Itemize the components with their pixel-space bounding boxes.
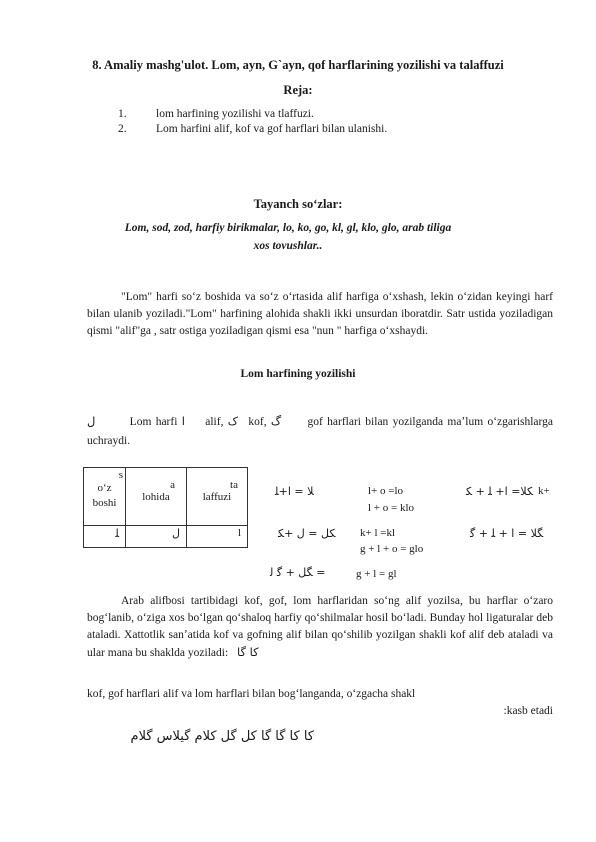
formula-latin-3: k+ l =kl [360, 527, 396, 539]
formula-arabic-2: ﻜﻼ= ا+ ﻠ + ﻜ [466, 485, 534, 498]
gaf-letter: گ [270, 414, 282, 428]
arabic-examples-line: کا کا گا گا کل گل کلام گیلاس گلام [130, 729, 314, 744]
keywords-text: Lom, sod, zod, harfiy birikmalar, lo, ko, go, kl, gl, klo, glo, arab tiliga xos tovushlar.. [124, 222, 452, 252]
formula-latin-5: g + l = gl [356, 568, 397, 580]
table-header-cell [187, 468, 248, 526]
table-header-cell [126, 468, 187, 526]
section-subtitle: Lom harfining yozilishi [240, 368, 356, 380]
formula-arabic-5: ﮕﻞ + ﮔ ﻟ = [270, 566, 326, 579]
plan-item [118, 108, 314, 120]
plan-item-number: 2. [118, 123, 127, 135]
lom-text: Lom harfi [129, 416, 178, 428]
kof-text: kof, [248, 416, 267, 428]
keywords-heading: Tayanch soʻzlar: [253, 197, 343, 211]
lom-forms-table [83, 467, 248, 548]
formula-latin-1: l+ o =lo [368, 485, 404, 497]
table-cell: l [187, 526, 248, 548]
kaf-letter: ک [227, 414, 239, 428]
table-cell: ل [126, 526, 187, 548]
table-header-top: ta [230, 479, 238, 491]
plan-heading: Reja: [283, 83, 313, 97]
plan-item-text: lom harfining yozilishi va tlaffuzi. [156, 108, 314, 120]
formula-arabic-4: ﮕﻼ = ا + ﻠ + ﮔ [470, 527, 544, 540]
table-header-bottom: laffuzi [202, 491, 232, 503]
table-header-cell [84, 468, 126, 526]
lam-letter: ل [87, 414, 96, 428]
formula-latin-1b: l + o = klo [368, 502, 415, 514]
table-header-bottom: oʻz boshi [92, 482, 117, 509]
table-header-bottom: lohida [142, 491, 170, 503]
formula-latin-3b: g + l + o = glo [360, 543, 424, 555]
ligature-example-arabic: کا گا [237, 645, 259, 659]
ligature-paragraph-text: Arab alifbosi tartibidagi kof, gof, lom harflaridan soʻng alif yozilsa, bu harflar oʻzaro bogʻlanib, oʻziga xos boʻlgan qoʻshaloq harfiy qoʻshilmalar hosil boʻladi. Bunday hol ligaturalar deb ataladi. Xattotlik sanʼatida kof va gofning alif bilan qoʻshilib yozilgan shakli kof alif deb ataladi va ular mana bu shaklda yoziladi: [87, 595, 553, 659]
lesson-title: 8. Amaliy mashg'ulot. Lom, ayn, G`ayn, qof harflarining yozilishi va talaffuzi [92, 58, 504, 72]
kof-gof-paragraph: kof, gof harflari alif va lom harflari bilan bogʻlanganda, oʻzgacha shakl [87, 688, 416, 700]
gof-text: gof harflari bilan yozilganda maʼlum oʻzgarishlarga uchraydi. [87, 416, 554, 447]
kof-gof-paragraph-end: :kasb etadi [503, 705, 553, 717]
table-header-top: a [170, 479, 175, 491]
formula-arabic-3: ﻜﻞ = ل +ﻜ [278, 527, 336, 540]
ligature-paragraph [87, 593, 553, 662]
formula-arabic-1: ﻼ = ا+ﻠ [275, 485, 314, 498]
plan-item-number: 1. [118, 108, 127, 120]
lom-line-paragraph [87, 412, 553, 451]
formula-latin-2: k+ [538, 485, 550, 497]
table-header-top: s [118, 469, 123, 481]
alif-text: alif, [205, 416, 224, 428]
intro-paragraph: "Lom" harfi soʻz boshida va soʻz oʻrtasida alif harfiga oʻxshash, lekin oʻzidan keyingi harf bilan ulanib yoziladi."Lom" harfining alohida shakli ikki unsurdan iboratdir. Satr ustida yoziladigan qismi "alif"ga , satr ostiga yoziladigan qismi esa "nun " harfiga oʻxshaydi. [87, 291, 553, 337]
alif-letter: ا [181, 414, 185, 428]
plan-item [118, 123, 387, 135]
table-cell: ﻠ [84, 526, 126, 548]
plan-item-text: Lom harfini alif, kof va gof harflari bilan ulanishi. [156, 123, 388, 135]
